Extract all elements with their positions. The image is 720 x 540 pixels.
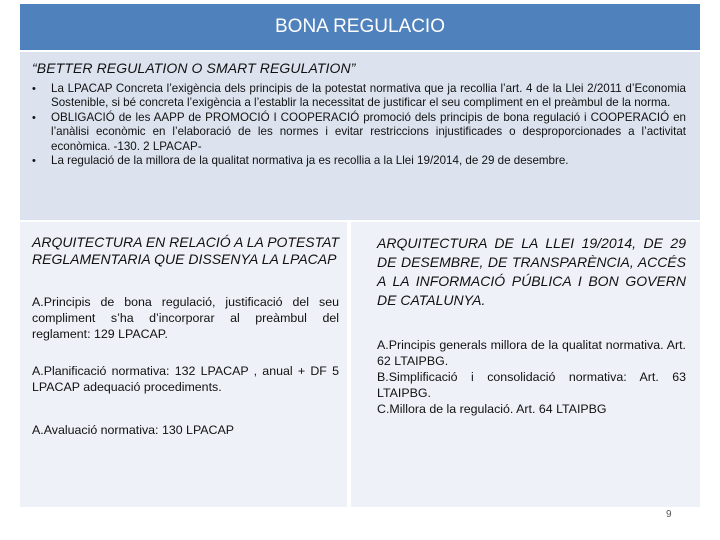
right-item <box>377 369 686 401</box>
right-column <box>351 222 700 507</box>
bullet-item <box>32 154 686 168</box>
right-item-label: C.Millora de la regulació <box>377 402 510 416</box>
left-item-text: 132 LPACAP , anual + DF 5 LPACAP adequació procediments. <box>32 364 339 394</box>
left-item-label: A.Principis de bona regulació <box>32 295 213 309</box>
left-column <box>20 222 347 507</box>
left-item-label: A.Avaluació normativa: <box>32 423 159 437</box>
right-item-label: B.Simplificació i consolidació normativa: <box>377 370 627 384</box>
left-item <box>32 422 339 438</box>
right-heading: ARQUITECTURA DE LA LLEI 19/2014, DE 29 DE DESEMBRE, DE TRANSPARÈNCIA, ACCÉS A LA INFORMACIÓ PÚBLICA I BON GOVERN DE CATALUNYA. <box>377 235 686 308</box>
left-item-text: , justificació del seu compliment s’ha d’incorporar al preàmbul del reglament: 129 LPACAP. <box>32 295 339 341</box>
right-item <box>377 401 686 417</box>
right-item-text: . Art. 64 LTAIPBG <box>509 402 607 416</box>
right-item <box>377 337 686 369</box>
bullet-icon: • <box>32 83 36 95</box>
bullet-item <box>32 111 686 154</box>
top-panel <box>20 52 700 220</box>
left-heading: ARQUITECTURA EN RELACIÓ A LA POTESTAT REGLAMENTARIA QUE DISSENYA LA LPACAP <box>32 234 340 267</box>
left-item <box>32 363 339 395</box>
page-number: 9 <box>666 509 672 520</box>
right-item-label: A.Principis generals millora de la qualitat normativa <box>377 338 661 352</box>
slide-title-bar <box>20 4 700 50</box>
right-item-text: . Art. 62 LTAIPBG. <box>377 338 686 368</box>
right-item-list <box>377 337 686 417</box>
bullet-item <box>32 82 686 111</box>
bullet-text: La regulació de la millora de la qualitat normativa ja es recollia a la Llei 19/2014, de 29 de desembre. <box>51 154 569 168</box>
bullet-icon: • <box>32 111 36 124</box>
left-item-text: 130 LPACAP <box>158 423 235 437</box>
bullet-text: La LPACAP Concreta l’exigència dels principis de la potestat normativa que ja recollia l’art. 4 de la Llei 2/2011 d’Economia Sostenible, si bé concreta l’exigència a l’establir la necessitat de justificar el seu compliment en el preàmbul de la norma. <box>51 82 686 110</box>
bullet-list <box>32 82 686 168</box>
left-item <box>32 294 339 342</box>
right-item-text: Art. 63 LTAIPBG. <box>377 370 686 400</box>
bullet-icon: • <box>32 155 36 168</box>
bullet-text: OBLIGACIÓ de les AAPP de PROMOCIÓ I COOPERACIÓ promoció dels principis de bona regulació i COOPERACIÓ en l’anàlisi econòmic en l’elaboració de les normes i evitar restriccions injustificades o desproporcionades a l’activitat econòmica. -130. 2 LPACAP- <box>51 110 686 153</box>
slide-title: BONA REGULACIO <box>275 16 445 37</box>
top-heading: “BETTER REGULATION O SMART REGULATION” <box>32 60 356 76</box>
left-item-label: A.Planificació normativa: <box>32 364 170 378</box>
